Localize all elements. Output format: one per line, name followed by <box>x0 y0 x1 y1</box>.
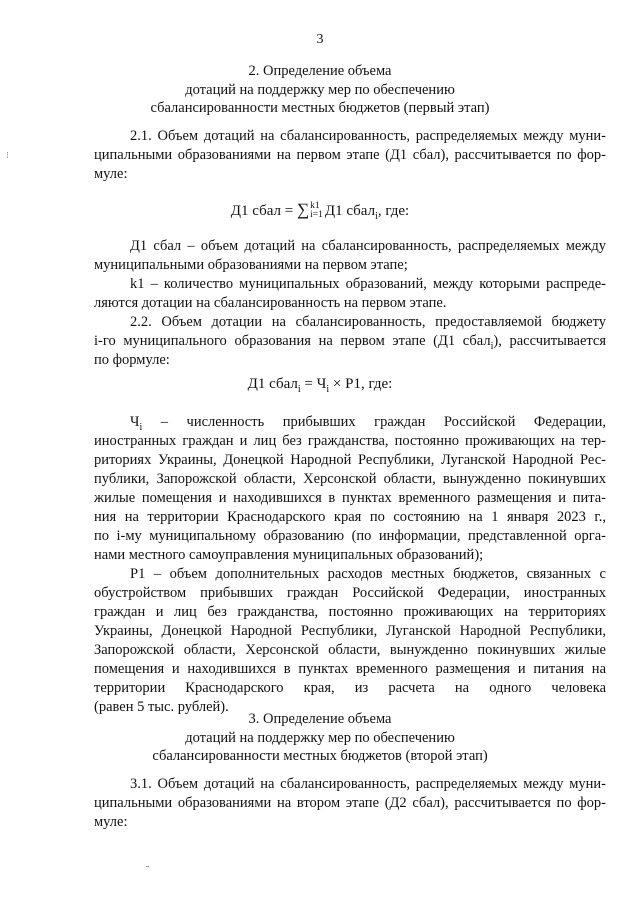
definition-d1 <box>94 237 606 313</box>
text-line: помещения и находившихся в пунктах временного размещения и питания на <box>94 661 606 677</box>
section-2-title: 2. Определение объема <box>248 63 392 79</box>
formula-eq: = Ч <box>300 376 327 392</box>
paragraph-3-1 <box>94 775 606 832</box>
text-line: муле: <box>94 166 128 182</box>
definition-ch-p1 <box>94 413 606 717</box>
text-line: территории Краснодарского края, из расчета на одного человека <box>94 680 606 696</box>
text-line: 2.2. Объем дотации на сбалансированность, предоставляемой бюджету <box>130 314 606 330</box>
sum-limits <box>310 202 323 220</box>
paragraph-2-1 <box>94 127 606 184</box>
paragraph-2-2 <box>94 313 606 370</box>
section-3-title: 3. Определение объема <box>248 711 392 727</box>
formula-term: Д1 сбал <box>324 203 376 219</box>
text-part: i-го муниципального образования на первом этапе (Д1 сбал <box>94 333 491 349</box>
text-line: муниципальными образованиями на первом этапе; <box>94 257 408 273</box>
text-line: 2.1. Объем дотаций на сбалансированность, распределяемых между муни- <box>130 128 606 144</box>
section-3-subtitle-1: дотаций на поддержку мер по обеспечению <box>185 729 455 746</box>
text-line: жилые помещения и находившихся в пунктах временного размещения и пита- <box>94 490 606 506</box>
section-2-subtitle-1: дотаций на поддержку мер по обеспечению <box>185 81 455 98</box>
text-line: 3.1. Объем дотаций на сбалансированность, распределяемых между муни- <box>130 776 606 792</box>
text-line: ния на территории Краснодарского края по состоянию на 1 января 2023 г., <box>94 509 606 525</box>
subscript-i: i <box>139 421 143 433</box>
section-3-subtitle-2: сбалансированности местных бюджетов (второй этап) <box>152 748 488 764</box>
text-line: иностранных граждан и лиц без гражданства, постоянно проживающих на тер- <box>94 433 606 449</box>
formula-subscript: i <box>375 211 378 222</box>
formula-tail: × Р1, где: <box>329 376 393 392</box>
text-line <box>94 332 606 351</box>
text-line: Д1 сбал – объем дотаций на сбалансированность, распределяемых между <box>130 238 606 254</box>
text-line: обустройством прибывших граждан Российской Федерации, иностранных <box>94 585 606 601</box>
text-line: Р1 – объем дополнительных расходов местных бюджетов, связанных с <box>130 566 606 582</box>
sum-symbol: ∑ <box>296 200 310 219</box>
sum-lower-limit: i=1 <box>310 209 323 220</box>
formula-d1-i <box>0 376 640 395</box>
text-line <box>94 413 606 432</box>
text-part: ), рассчитывается <box>493 333 607 349</box>
text-part: Ч <box>130 414 140 430</box>
text-line: ципальными образованиями на первом этапе (Д1 сбал), рассчитывается по фор- <box>94 147 606 163</box>
formula-subscript: i <box>326 384 330 395</box>
formula-subscript: i <box>297 384 301 395</box>
subscript-i: i <box>490 340 494 352</box>
sum-upper-limit: k1 <box>310 200 320 211</box>
margin-mark: ⁝ <box>6 150 9 160</box>
section-2-heading <box>0 62 640 118</box>
text-line: k1 – количество муниципальных образований, между которыми распреде- <box>130 276 606 292</box>
scan-speck <box>146 866 149 867</box>
formula-lhs: Д1 сбал = <box>230 203 297 219</box>
formula-lhs: Д1 сбал <box>247 376 298 392</box>
text-line: ципальными образованиями на втором этапе (Д2 сбал), рассчитывается по фор- <box>94 795 606 811</box>
text-line: по i-му муниципальному образованию (по информации, представленной орга- <box>94 528 606 544</box>
text-line: (равен 5 тыс. рублей). <box>94 699 229 715</box>
section-2-subtitle-2: сбалансированности местных бюджетов (первый этап) <box>150 100 490 116</box>
text-line: риториях Украины, Донецкой Народной Республики, Луганской Народной Рес- <box>94 452 606 468</box>
text-line: муле: <box>94 814 128 830</box>
text-line: Запорожской области, Херсонской области, вынужденно покинувших жилые <box>94 642 606 658</box>
page-number: 3 <box>316 32 324 47</box>
text-line: нами местного самоуправления муниципальных образований); <box>94 547 484 563</box>
text-line: Украины, Донецкой Народной Республики, Луганской Народной Республики, <box>94 623 606 639</box>
text-part: – численность прибывших граждан Российской Федерации, <box>142 414 606 430</box>
section-3-heading <box>0 710 640 766</box>
formula-tail: , где: <box>377 203 410 219</box>
text-line: публики, Запорожской области, Херсонской области, вынужденно покинувших <box>94 471 606 487</box>
text-line: по формуле: <box>94 352 170 368</box>
text-line: граждан и лиц без гражданства, постоянно проживающих на территориях <box>94 604 606 620</box>
text-line: ляются дотации на сбалансированность на первом этапе. <box>94 295 447 311</box>
formula-d1 <box>0 200 640 222</box>
